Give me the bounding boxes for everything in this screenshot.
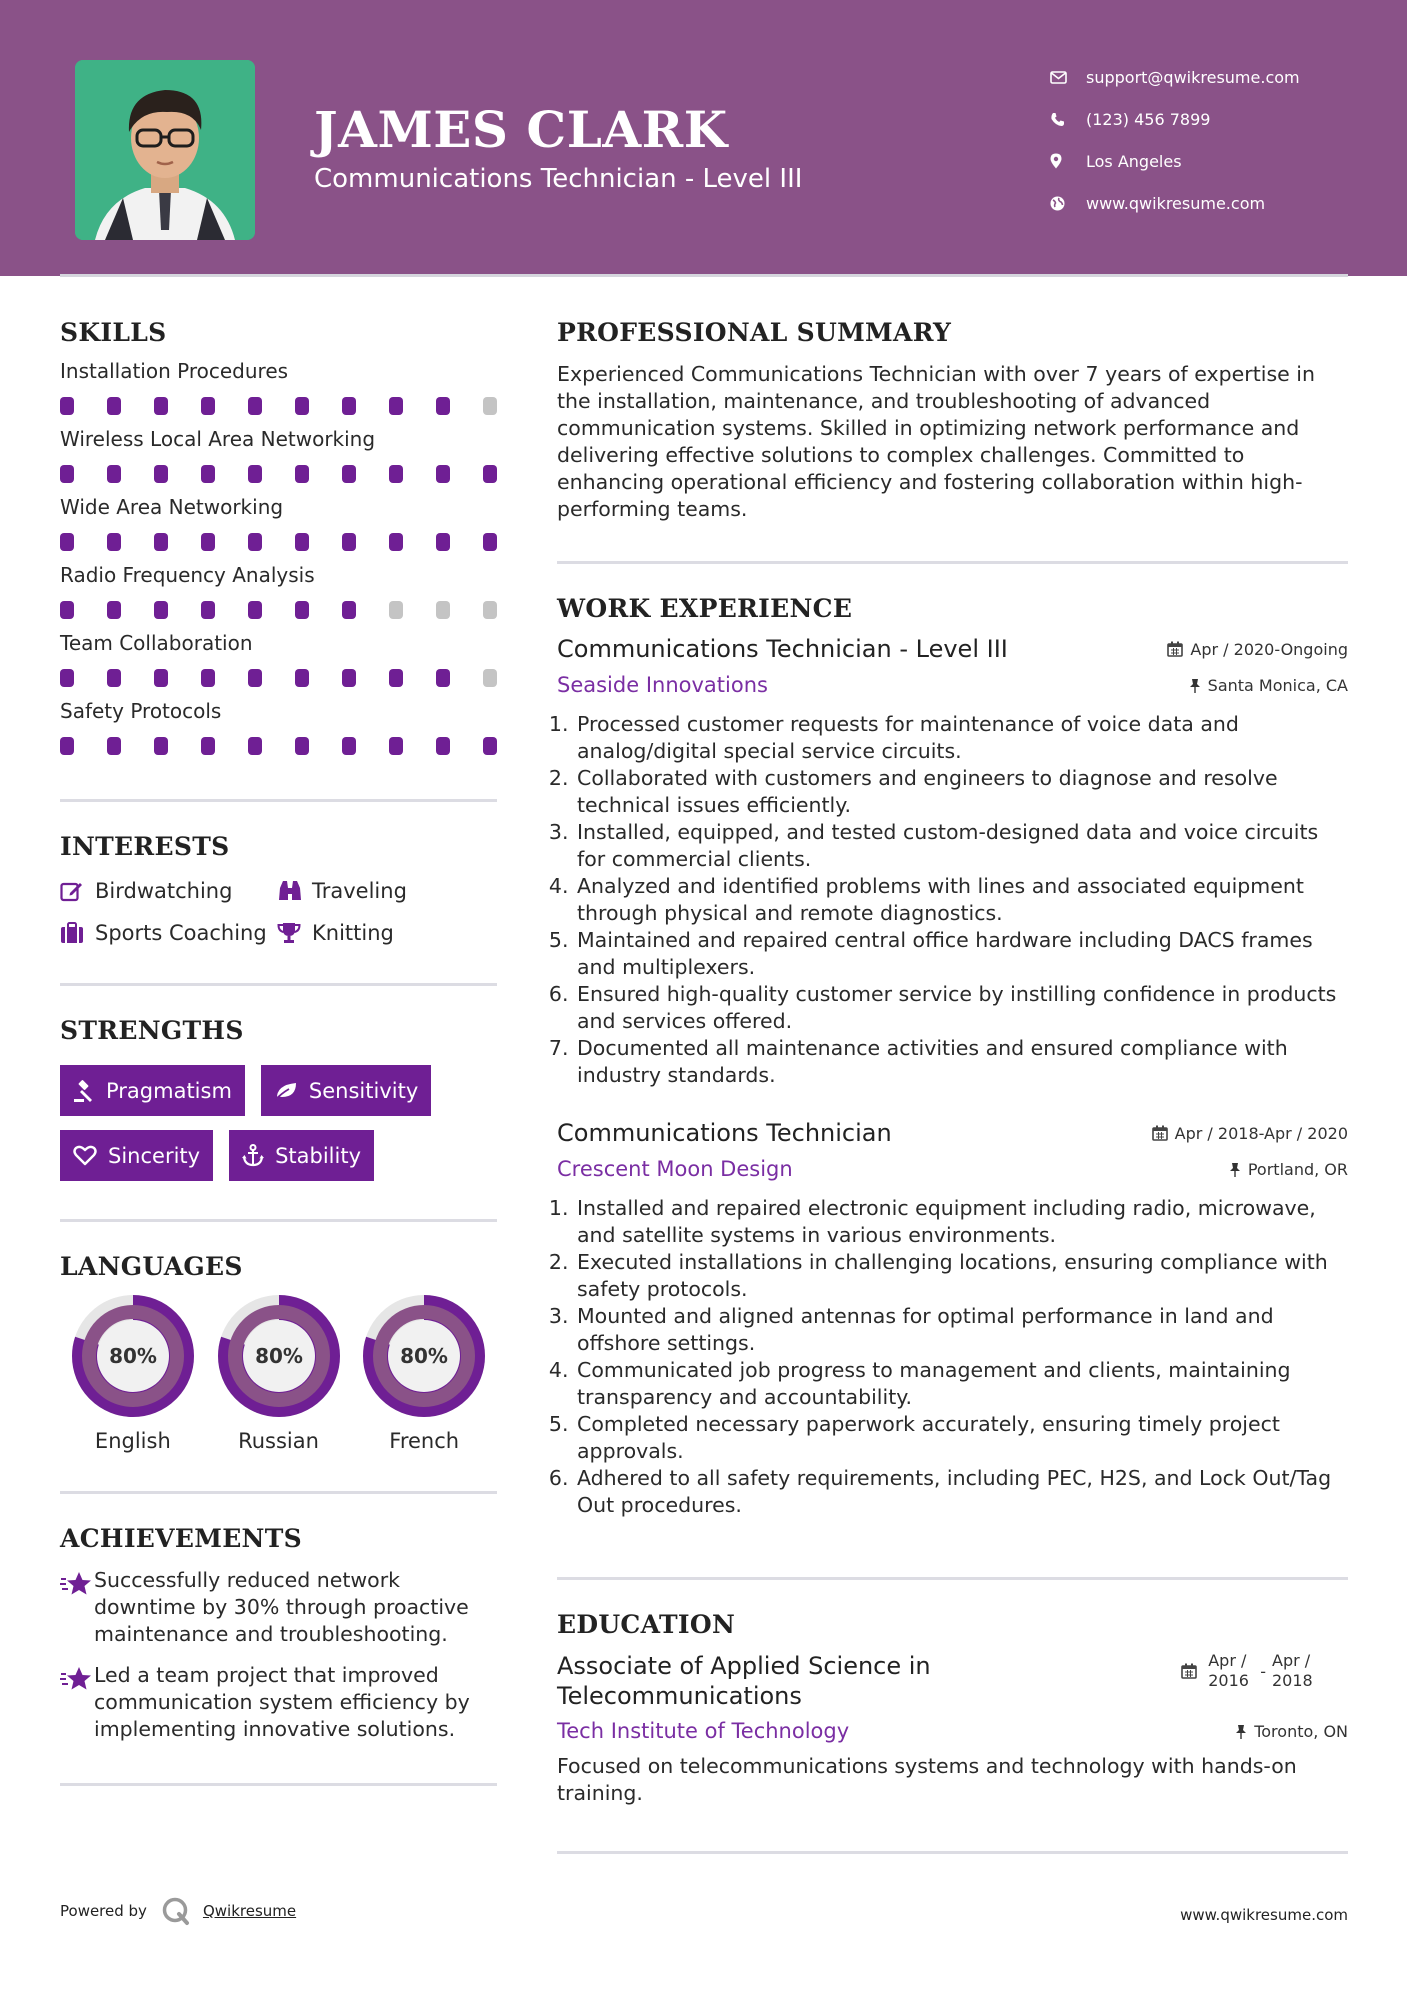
strength-tag (229, 1130, 374, 1181)
qwikresume-logo-icon (161, 1896, 191, 1926)
interests-list (60, 879, 497, 945)
section-divider (60, 799, 497, 802)
resume-header (0, 0, 1407, 276)
phone-icon (1050, 112, 1086, 127)
job-header (557, 635, 1348, 663)
section-divider (557, 1851, 1348, 1854)
skill-dot-empty (436, 601, 450, 619)
skill-dot-filled (483, 465, 497, 483)
section-divider (60, 983, 497, 986)
language-percent: 80% (108, 1344, 157, 1368)
job-bullet: 5. Completed necessary paperwork accurately, ensuring timely project approvals. (575, 1411, 1348, 1465)
strength-label: Pragmatism (106, 1078, 232, 1103)
skill-dot-filled (248, 397, 262, 415)
skill-dot-filled (154, 465, 168, 483)
candidate-title: Communications Technician - Level III (314, 164, 803, 194)
skill-dot-filled (295, 601, 309, 619)
achievements-list (60, 1567, 497, 1743)
skill-item (60, 495, 497, 551)
job-title: Communications Technician (557, 1119, 892, 1147)
language-ring (72, 1295, 194, 1417)
education-dates (1181, 1651, 1318, 1691)
language-name: French (389, 1429, 460, 1453)
skill-dot-filled (201, 397, 215, 415)
job-subheader (557, 673, 1348, 697)
strength-tag (60, 1065, 245, 1116)
skill-dot-filled (107, 397, 121, 415)
trophy-icon (277, 922, 312, 944)
skill-dot-filled (248, 533, 262, 551)
skill-dot-filled (248, 737, 262, 755)
job-bullet: 4. Communicated job progress to management and clients, maintaining transparency and accountability. (575, 1357, 1348, 1411)
suitcase-icon (60, 922, 95, 944)
contact-website-text: www.qwikresume.com (1086, 193, 1266, 213)
job-location (1229, 1160, 1348, 1179)
language-item (351, 1295, 497, 1453)
interest-label: Knitting (312, 921, 394, 945)
education-start: Apr / 2016 (1208, 1651, 1249, 1690)
contact-list (1050, 56, 1390, 224)
education-end: Apr / 2018 (1272, 1651, 1313, 1690)
degree-title: Associate of Applied Science in Telecommunications (557, 1652, 931, 1710)
job-location-text: Santa Monica, CA (1207, 675, 1348, 695)
skill-dot-filled (389, 533, 403, 551)
candidate-name: JAMES CLARK (314, 100, 728, 159)
skill-dot-filled (60, 397, 74, 415)
powered-by-text: Powered by (60, 1902, 147, 1920)
job-bullet: 3. Mounted and aligned antennas for optimal performance in land and offshore settings. (575, 1303, 1348, 1357)
skill-item (60, 427, 497, 483)
skill-dot-filled (248, 669, 262, 687)
strength-label: Sensitivity (308, 1078, 419, 1103)
languages-list (60, 1295, 497, 1453)
company-name: Crescent Moon Design (557, 1157, 793, 1181)
job-bullet: 4. Analyzed and identified problems with lines and associated equipment through physical and remote diagnostics. (575, 873, 1348, 927)
education-location (1235, 1722, 1348, 1741)
skill-level-dots (60, 737, 497, 755)
skill-dot-filled (436, 737, 450, 755)
pushpin-icon (1189, 678, 1201, 693)
interest-label: Sports Coaching (95, 921, 267, 945)
skill-dot-filled (154, 737, 168, 755)
skill-dot-empty (483, 669, 497, 687)
job-location-text: Portland, OR (1247, 1159, 1348, 1179)
interest-item (60, 921, 277, 945)
achievement-text: Successfully reduced network downtime by 30% through proactive maintenance and troubleshooting. (94, 1568, 469, 1646)
skill-dot-filled (389, 669, 403, 687)
skill-dot-filled (436, 465, 450, 483)
skill-dot-filled (436, 533, 450, 551)
strength-tag (60, 1130, 213, 1181)
job-bullet: 1. Installed and repaired electronic equipment including radio, microwave, and satellite systems in various environments. (575, 1195, 1348, 1249)
skill-dot-filled (389, 737, 403, 755)
achievements-heading: ACHIEVEMENTS (60, 1524, 302, 1553)
skill-dot-filled (342, 737, 356, 755)
job-location (1189, 676, 1348, 695)
skill-name: Safety Protocols (60, 699, 222, 723)
header-divider (60, 274, 1348, 277)
contact-location (1050, 140, 1390, 182)
interest-item (277, 879, 497, 903)
skill-dot-filled (342, 465, 356, 483)
skill-dot-filled (154, 533, 168, 551)
job-bullet: 6. Ensured high-quality customer service by instilling confidence in products and services offered. (575, 981, 1348, 1035)
language-ring (218, 1295, 340, 1417)
contact-phone[interactable] (1050, 98, 1390, 140)
skill-dot-filled (201, 737, 215, 755)
skills-heading: SKILLS (60, 318, 167, 347)
skill-dot-filled (201, 533, 215, 551)
skill-name: Installation Procedures (60, 359, 289, 383)
skill-dot-filled (389, 397, 403, 415)
job-title: Communications Technician - Level III (557, 635, 1008, 663)
skill-dot-empty (483, 601, 497, 619)
skill-dot-filled (201, 465, 215, 483)
education-heading: EDUCATION (557, 1610, 736, 1639)
interests-heading: INTERESTS (60, 832, 230, 861)
interest-item (60, 879, 277, 903)
gavel-icon (73, 1080, 95, 1102)
skill-dot-filled (60, 737, 74, 755)
contact-website[interactable] (1050, 182, 1390, 224)
skill-dot-filled (389, 465, 403, 483)
strengths-heading: STRENGTHS (60, 1016, 244, 1045)
achievement-text: Led a team project that improved communication system efficiency by implementing innovative solutions. (94, 1663, 470, 1741)
skill-dot-filled (107, 533, 121, 551)
star-icon (60, 1662, 94, 1743)
skill-dot-filled (342, 397, 356, 415)
job-dates-text: Apr / 2018-Apr / 2020 (1174, 1123, 1348, 1143)
skill-dot-filled (60, 669, 74, 687)
skill-dot-filled (436, 397, 450, 415)
job-header (557, 1119, 1348, 1147)
job-dates-text: Apr / 2020-Ongoing (1190, 639, 1348, 659)
skill-name: Team Collaboration (60, 631, 253, 655)
skills-list (60, 359, 497, 755)
skill-dot-filled (295, 465, 309, 483)
job-bullet: 2. Collaborated with customers and engineers to diagnose and resolve technical issues efficiently. (575, 765, 1348, 819)
education-location-text: Toronto, ON (1254, 1721, 1348, 1741)
skill-dot-filled (201, 601, 215, 619)
pushpin-icon (1235, 1724, 1247, 1739)
contact-email[interactable] (1050, 56, 1390, 98)
skill-item (60, 359, 497, 415)
skill-dot-filled (60, 465, 74, 483)
pushpin-icon (1229, 1162, 1241, 1177)
contact-location-text: Los Angeles (1086, 151, 1182, 171)
skill-item (60, 631, 497, 687)
education-subheader (557, 1719, 1348, 1743)
job-bullet: 2. Executed installations in challenging locations, ensuring compliance with safety protocols. (575, 1249, 1348, 1303)
language-percent: 80% (400, 1344, 449, 1368)
skill-dot-filled (107, 669, 121, 687)
heart-icon (73, 1145, 97, 1166)
language-percent: 80% (254, 1344, 303, 1368)
leaf-icon (274, 1081, 298, 1101)
job-bullets (557, 711, 1348, 1089)
star-icon (60, 1567, 94, 1648)
skill-dot-filled (154, 397, 168, 415)
skill-dot-filled (154, 601, 168, 619)
strength-label: Stability (275, 1143, 362, 1168)
anchor-icon (242, 1144, 264, 1167)
section-divider (60, 1219, 497, 1222)
job-bullet: 1. Processed customer requests for maintenance of voice data and analog/digital special service circuits. (575, 711, 1348, 765)
globe-icon (1050, 196, 1086, 211)
job-entry (557, 1119, 1348, 1519)
edit-icon (60, 880, 95, 902)
skill-dot-filled (483, 737, 497, 755)
summary-heading: PROFESSIONAL SUMMARY (557, 318, 952, 347)
strength-tag (261, 1065, 431, 1116)
work-heading: WORK EXPERIENCE (557, 594, 853, 623)
right-column (557, 318, 1348, 1854)
skill-dot-filled (295, 669, 309, 687)
education-header (557, 1651, 1348, 1711)
skill-name: Wide Area Networking (60, 495, 284, 519)
strengths-list (60, 1065, 497, 1181)
skill-dot-empty (389, 601, 403, 619)
skill-level-dots (60, 397, 497, 415)
language-name: Russian (238, 1429, 319, 1453)
education-entry (557, 1651, 1348, 1807)
section-divider (557, 561, 1348, 564)
avatar-illustration (75, 60, 255, 240)
envelope-icon (1050, 71, 1086, 84)
job-bullet: 6. Adhered to all safety requirements, including PEC, H2S, and Lock Out/Tag Out procedures. (575, 1465, 1348, 1519)
section-divider (60, 1491, 497, 1494)
skill-dot-filled (154, 669, 168, 687)
job-dates (1152, 1124, 1348, 1143)
skill-dot-filled (248, 465, 262, 483)
strength-label: Sincerity (108, 1143, 201, 1168)
skill-dot-filled (107, 465, 121, 483)
job-bullet: 5. Maintained and repaired central office hardware including DACS frames and multiplexers. (575, 927, 1348, 981)
calendar-icon (1181, 1663, 1197, 1679)
footer-powered-by (60, 1896, 296, 1926)
skill-dot-filled (107, 737, 121, 755)
skill-dot-filled (201, 669, 215, 687)
interest-label: Traveling (312, 879, 407, 903)
job-bullets (557, 1195, 1348, 1519)
skill-dot-filled (342, 533, 356, 551)
map-pin-icon (1050, 153, 1086, 169)
footer-website-link[interactable]: www.qwikresume.com (1180, 1906, 1348, 1924)
interest-item (277, 921, 497, 945)
left-column (60, 318, 497, 1786)
skill-dot-filled (60, 601, 74, 619)
date-separator: - (1260, 1661, 1266, 1681)
summary-text: Experienced Communications Technician with over 7 years of expertise in the installation, maintenance, and troubleshooting of advanced communication systems. Skilled in optimizing network performance and delivering effective solutions to complex challenges. Committed to enhancing operational efficiency and fostering collaboration within high-performing teams. (557, 362, 1315, 521)
section-divider (557, 1577, 1348, 1580)
school-name: Tech Institute of Technology (557, 1719, 850, 1743)
education-description: Focused on telecommunications systems and technology with hands-on training. (557, 1754, 1297, 1805)
job-subheader (557, 1157, 1348, 1181)
skill-level-dots (60, 465, 497, 483)
language-item (60, 1295, 206, 1453)
language-name: English (94, 1429, 171, 1453)
calendar-icon (1167, 641, 1183, 657)
job-entry (557, 635, 1348, 1089)
skill-dot-filled (295, 397, 309, 415)
skill-dot-filled (436, 669, 450, 687)
contact-phone-text: (123) 456 7899 (1086, 109, 1211, 129)
skill-dot-filled (295, 737, 309, 755)
skill-dot-filled (342, 601, 356, 619)
achievement-item (60, 1567, 497, 1648)
company-name: Seaside Innovations (557, 673, 768, 697)
skill-level-dots (60, 601, 497, 619)
job-dates (1167, 640, 1348, 659)
qwikresume-link[interactable]: Qwikresume (202, 1902, 297, 1920)
skill-dot-filled (342, 669, 356, 687)
language-ring (363, 1295, 485, 1417)
language-item (206, 1295, 352, 1453)
skill-dot-filled (295, 533, 309, 551)
interest-label: Birdwatching (95, 879, 233, 903)
profile-photo (75, 60, 255, 240)
skill-dot-filled (60, 533, 74, 551)
job-bullet: 3. Installed, equipped, and tested custom-designed data and voice circuits for commercial clients. (575, 819, 1348, 873)
achievement-item (60, 1662, 497, 1743)
contact-email-text: support@qwikresume.com (1086, 67, 1300, 87)
skill-name: Wireless Local Area Networking (60, 427, 376, 451)
job-bullet: 7. Documented all maintenance activities and ensured compliance with industry standards. (575, 1035, 1348, 1089)
skill-level-dots (60, 669, 497, 687)
skill-dot-filled (107, 601, 121, 619)
skill-dot-filled (248, 601, 262, 619)
skill-level-dots (60, 533, 497, 551)
calendar-icon (1152, 1125, 1168, 1141)
skill-dot-empty (483, 397, 497, 415)
languages-heading: LANGUAGES (60, 1252, 243, 1281)
skill-item (60, 699, 497, 755)
binoculars-icon (277, 880, 312, 902)
skill-item (60, 563, 497, 619)
section-divider (60, 1783, 497, 1786)
skill-name: Radio Frequency Analysis (60, 563, 315, 587)
skill-dot-filled (483, 533, 497, 551)
